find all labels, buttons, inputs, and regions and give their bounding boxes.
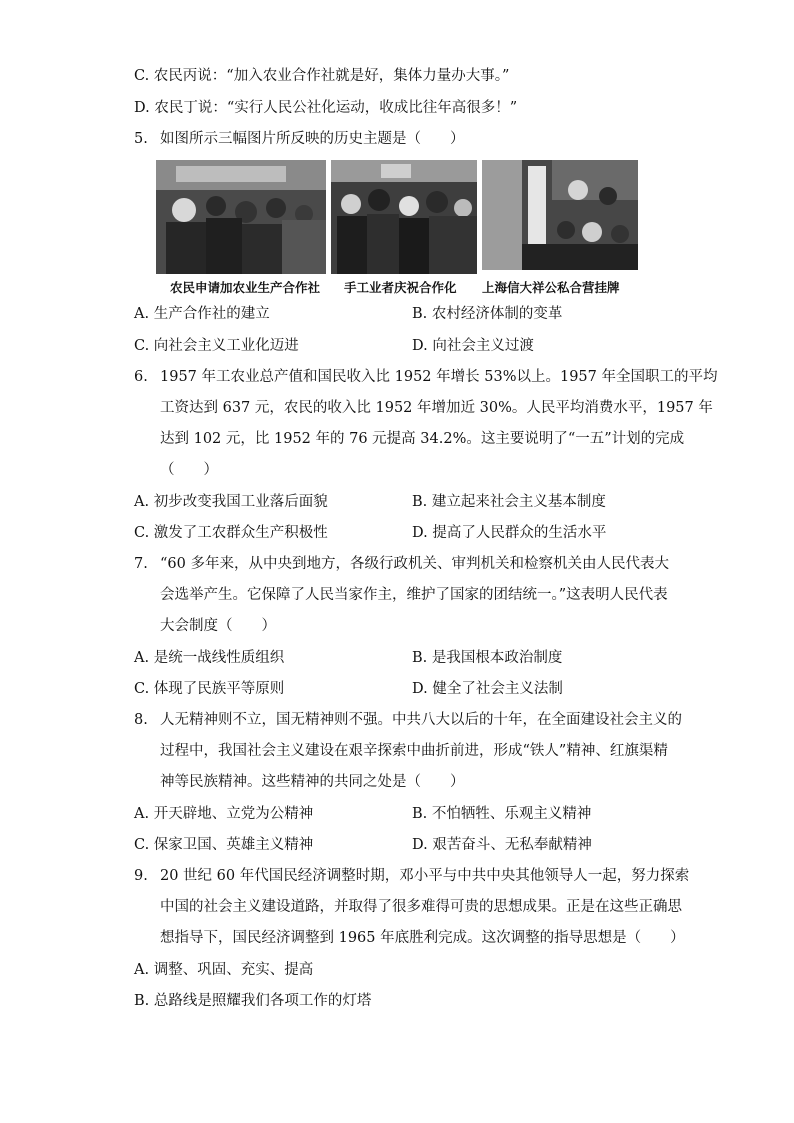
question-stem-line: （ ） — [160, 462, 218, 478]
question-stem-line: 过程中，我国社会主义建设在艰辛探索中曲折前进，形成“铁人”精神、红旗渠精 — [160, 743, 668, 759]
option-c: C. 农民丙说：“加入农业合作社就是好，集体力量办大事。” — [134, 68, 510, 84]
photo-caption-1: 农民申请加农业生产合作社 — [170, 280, 321, 295]
question-stem-line: 中国的社会主义建设道路，并取得了很多难得可贵的思想成果。正是在这些正确思 — [160, 899, 682, 915]
photo-caption-3: 上海信大祥公私合营挂牌 — [482, 280, 620, 295]
photo-shanghai-store — [482, 160, 638, 270]
question-stem-line: 人无精神则不立，国无精神则不强。中共八大以后的十年，在全面建设社会主义的 — [160, 712, 682, 728]
option-c: C. 体现了民族平等原则 — [134, 681, 285, 697]
question-stem-line: 神等民族精神。这些精神的共同之处是（ ） — [160, 774, 465, 790]
option-b: B. 不怕牺牲、乐观主义精神 — [412, 806, 592, 822]
question-stem-line: 20 世纪 60 年代国民经济调整时期，邓小平与中共中央其他领导人一起，努力探索 — [160, 868, 690, 884]
photo-caption-2: 手工业者庆祝合作化 — [344, 280, 457, 295]
question-stem-line: 1957 年工农业总产值和国民收入比 1952 年增长 53%以上。1957 年全国职工的平均 — [160, 369, 718, 385]
question-number: 8. — [134, 712, 148, 728]
question-stem-line: 工资达到 637 元，农民的收入比 1952 年增加近 30%。人民平均消费水平，1957 年 — [160, 400, 713, 416]
option-a: A. 调整、巩固、充实、提高 — [134, 962, 314, 978]
option-a: A. 生产合作社的建立 — [134, 306, 270, 322]
option-c: C. 保家卫国、英雄主义精神 — [134, 837, 314, 853]
option-d: D. 向社会主义过渡 — [412, 338, 534, 354]
question-number: 6. — [134, 369, 148, 385]
question-stem-line: 想指导下，国民经济调整到 1965 年底胜利完成。这次调整的指导思想是（ ） — [160, 930, 685, 946]
option-b: B. 是我国根本政治制度 — [412, 650, 563, 666]
question-number: 5. — [134, 131, 148, 147]
option-a: A. 开天辟地、立党为公精神 — [134, 806, 314, 822]
question-stem-line: 大会制度（ ） — [160, 618, 276, 634]
question-stem-line: “60 多年来，从中央到地方，各级行政机关、审判机关和检察机关由人民代表大 — [160, 556, 669, 572]
question-stem: 如图所示三幅图片所反映的历史主题是（ ） — [160, 131, 465, 147]
option-d: D. 艰苦奋斗、无私奉献精神 — [412, 837, 592, 853]
option-d: D. 农民丁说：“实行人民公社化运动，收成比往年高很多！” — [134, 100, 518, 116]
option-c: C. 向社会主义工业化迈进 — [134, 338, 299, 354]
option-a: A. 是统一战线性质组织 — [134, 650, 285, 666]
option-d: D. 提高了人民群众的生活水平 — [412, 525, 607, 541]
option-d: D. 健全了社会主义法制 — [412, 681, 563, 697]
option-a: A. 初步改变我国工业落后面貌 — [134, 494, 328, 510]
option-b: B. 农村经济体制的变革 — [412, 306, 563, 322]
option-c: C. 激发了工农群众生产积极性 — [134, 525, 328, 541]
question-number: 9. — [134, 868, 148, 884]
question-stem-line: 达到 102 元，比 1952 年的 76 元提高 34.2%。这主要说明了“一五”计划的完成 — [160, 431, 685, 447]
photo-handicraft-workers — [331, 160, 477, 274]
option-b: B. 建立起来社会主义基本制度 — [412, 494, 606, 510]
option-b: B. 总路线是照耀我们各项工作的灯塔 — [134, 993, 372, 1009]
question-number: 7. — [134, 556, 148, 572]
question-stem-line: 会选举产生。它保障了人民当家作主，维护了国家的团结统一。”这表明人民代表 — [160, 587, 668, 603]
photo-farmers — [156, 160, 326, 274]
